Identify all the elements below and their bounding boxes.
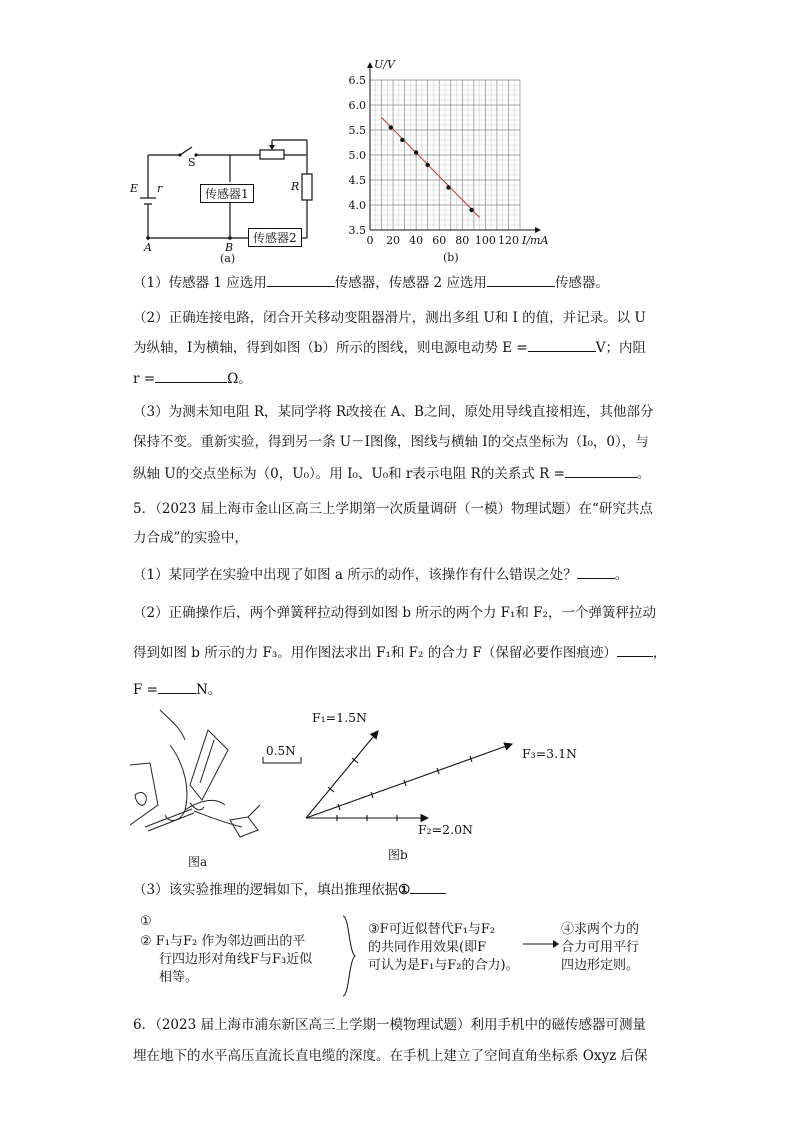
p6-line-1: 6．（2023 届上海市浦东新区高三上学期一模物理试题）利用手机中的磁传感器可测量 — [133, 1017, 646, 1033]
q2-blank-r[interactable] — [155, 369, 227, 383]
q2-text-b: V；内阻 — [595, 340, 646, 356]
q3-line-3 — [133, 464, 650, 483]
q2-text-d: Ω。 — [227, 371, 252, 387]
p5-q2-line-1: （2）正确操作后，两个弹簧秤拉动得到如图 b 所示的两个力 F₁和 F₂，一个弹簧秤拉动 — [133, 605, 656, 621]
q2-line-1: （2）正确连接电路，闭合开关移动变阻器滑片，测出多组 U和 I 的值，并记录。以 U — [133, 310, 646, 326]
p5-q2-text-c: F = — [133, 682, 158, 698]
switch-label: S — [188, 156, 196, 169]
p6-line-2: 埋在地下的水平高压直流长直电缆的深度。在手机上建立了空间直角坐标系 Oxyz 后保 — [133, 1048, 648, 1064]
f2-label: F₂=2.0N — [418, 822, 473, 837]
chart-x-tick-label: 20 — [386, 234, 401, 247]
chart-data-point — [446, 185, 450, 189]
q1-blank-1[interactable] — [267, 273, 335, 287]
p5-q2-line-2 — [133, 643, 666, 662]
logic-item-4-line-3: 四边形定则。 — [561, 958, 640, 973]
figure-force-caption: 图b — [388, 848, 408, 862]
internal-r-label: r — [157, 182, 163, 195]
chart-y-axis-label: U/V — [374, 58, 395, 71]
chart-y-tick-label: 6.5 — [348, 74, 366, 87]
chart-x-tick-label: 120 — [497, 234, 519, 247]
figure-b-chart — [340, 55, 575, 265]
chart-x-tick-label: 40 — [409, 234, 424, 247]
chart-y-tick-label: 5.5 — [348, 124, 366, 137]
node-a-dot — [146, 236, 150, 240]
p5-q2-line-3 — [133, 680, 221, 699]
f3-label: F₃=3.1N — [522, 746, 577, 761]
q2-text-c: r = — [133, 371, 156, 387]
q3-line-1: （3）为测未知电阻 R，某同学将 R改接在 A、B之间，原处用导线直接相连，其他部分 — [133, 404, 654, 420]
figure-a-circuit — [130, 130, 330, 265]
q1-line — [133, 273, 609, 292]
chart-x-tick-label: 0 — [366, 234, 374, 247]
logic-item-4-line-1: ④求两个力的 — [561, 922, 640, 937]
chart-data-point — [469, 208, 473, 212]
p5-q1-blank[interactable] — [577, 565, 615, 579]
hand-spring-drawing — [130, 705, 265, 845]
p5-q2-blank-2[interactable] — [158, 680, 196, 694]
logic-item-2-line-3: 相等。 — [159, 970, 199, 985]
chart-data-point — [425, 163, 429, 167]
figure-b-caption: (b) — [443, 251, 459, 264]
figure-a-caption: (a) — [220, 252, 236, 265]
p5-line-2: 力合成”的实验中， — [133, 530, 248, 546]
q1-text-a: （1）传感器 1 应选用 — [133, 275, 267, 291]
chart-y-tick-label: 4.5 — [348, 174, 366, 187]
chart-data-point — [389, 125, 393, 129]
p5-q1-text-b: 。 — [614, 567, 629, 583]
logic-bracket — [135, 912, 375, 1002]
p5-q2-text-a: 得到如图 b 所示的力 F₃。用作图法求出 F₁和 F₂ 的合力 F（保留必要作图痕迹） — [133, 645, 617, 661]
sensor-1-box: 传感器1 — [200, 184, 254, 203]
node-a-label: A — [144, 241, 152, 254]
figure-hand-caption: 图a — [188, 855, 208, 869]
logic-item-3-line-2: 的共同作用效果(即F — [368, 940, 487, 955]
q3-blank-r[interactable] — [565, 464, 637, 478]
chart-y-tick-label: 5.0 — [348, 149, 366, 162]
chart-x-tick-label: 80 — [455, 234, 470, 247]
p5-line-1: 5．（2023 届上海市金山区高三上学期第一次质量调研（一模）物理试题）在“研究共点 — [133, 501, 653, 517]
q2-text-a: 为纵轴，I为横轴，得到如图（b）所示的图线，则电源电动势 E = — [133, 340, 528, 356]
q3-text-b: 。 — [636, 466, 651, 482]
p5-q2-text-d: N。 — [195, 682, 222, 698]
figure-force-diagram — [300, 708, 600, 868]
logic-arrow-icon — [523, 938, 559, 950]
sensor-2-box: 传感器2 — [248, 228, 302, 247]
chart-y-axis-arrow-icon — [367, 62, 373, 68]
chart-data-point — [414, 150, 418, 154]
emf-label: E — [130, 182, 139, 195]
figure-hand-spring — [130, 705, 265, 875]
node-b-dot — [228, 236, 232, 240]
f1-label: F₁=1.5N — [312, 710, 367, 725]
q2-line-2 — [133, 338, 646, 357]
q3-text-a: 纵轴 U的交点坐标为（0，U₀）。用 I₀、U₀和 r表示电阻 R的关系式 R = — [133, 466, 565, 482]
chart-data-point — [400, 138, 404, 142]
p5-q3-line — [133, 880, 446, 899]
chart-y-tick-label: 6.0 — [348, 99, 366, 112]
chart-x-axis-arrow-icon — [535, 227, 541, 233]
q1-blank-2[interactable] — [487, 273, 555, 287]
q2-blank-emf[interactable] — [528, 338, 596, 352]
p5-q3-blank[interactable] — [410, 880, 446, 894]
slider-arrow-icon — [269, 145, 275, 150]
u-i-chart — [340, 55, 575, 250]
logic-item-3-line-1: ③F可近似替代F₁与F₂ — [368, 922, 496, 937]
resistor-label: R — [291, 180, 300, 193]
q1-text-b: 传感器，传感器 2 应选用 — [334, 275, 487, 291]
p5-q2-blank-1[interactable] — [617, 643, 653, 657]
scale-line — [262, 757, 304, 765]
chart-x-tick-label: 100 — [474, 234, 496, 247]
p5-q3-text: （3）该实验推理的逻辑如下，填出推理依据 — [133, 882, 399, 898]
logic-item-2-line-2: 行四边形对角线F与F₃近似 — [159, 952, 313, 967]
logic-item-3-line-3: 可认为是F₁与F₂的合力)。 — [368, 958, 519, 973]
chart-x-tick-label: 60 — [432, 234, 447, 247]
scale-label: 0.5N — [266, 744, 296, 758]
q2-line-3 — [133, 369, 252, 388]
logic-item-4-line-2: 合力可用平行 — [561, 940, 640, 955]
p5-q2-text-b: ， — [652, 645, 667, 661]
p5-q1-line — [133, 565, 628, 584]
p5-q3-circle: ① — [398, 882, 411, 898]
chart-x-axis-label: I/mA — [522, 234, 549, 247]
q1-text-c: 传感器。 — [554, 275, 609, 291]
chart-y-tick-label: 4.0 — [348, 199, 366, 212]
q3-line-2: 保持不变。重新实验，得到另一条 U－I图像，图线与横轴 I的交点坐标为（I₀，0），与 — [133, 434, 649, 450]
logic-item-1: ① — [140, 914, 152, 929]
scale-bar — [262, 744, 304, 768]
chart-y-tick-label: 3.5 — [348, 224, 366, 237]
node-b-label: B — [225, 241, 234, 254]
p5-q1-text-a: （1）某同学在实验中出现了如图 a 所示的动作，该操作有什么错误之处？ — [133, 567, 577, 583]
logic-flow — [135, 912, 695, 1002]
logic-item-2-line-1: ② F₁与F₂ 作为邻边画出的平 — [140, 934, 306, 949]
